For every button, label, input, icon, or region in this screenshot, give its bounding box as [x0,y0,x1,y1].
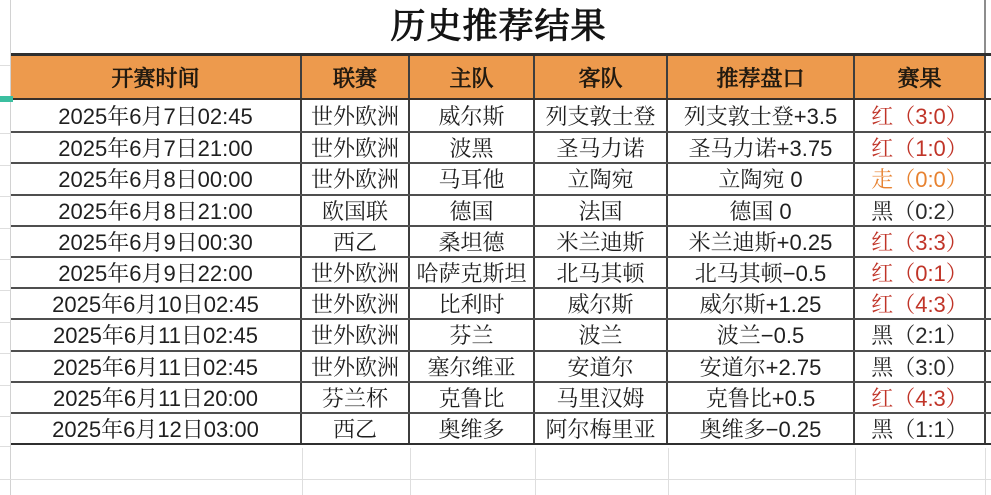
cell-match-time: 2025年6月8日21:00 [11,196,302,225]
bottom-gridline [668,448,669,495]
cell-league: 西乙 [302,227,410,256]
table-row [11,225,991,256]
cell-stub [986,289,991,318]
cell-away-team: 阿尔梅里亚 [535,414,668,443]
cell-home-team: 桑坦德 [410,227,535,256]
cell-away-team: 圣马力诺 [535,133,668,162]
cell-league: 世外欧洲 [302,352,410,381]
table-row [11,162,991,193]
cell-result: 红（4:3） [855,289,986,318]
cell-handicap: 安道尔+2.75 [668,352,855,381]
cell-home-team: 奥维多 [410,414,535,443]
cell-handicap: 德国 0 [668,196,855,225]
cell-home-team: 塞尔维亚 [410,352,535,381]
sheet-gridline-right-top [984,0,986,53]
margin-gridline [0,446,10,447]
margin-gridline [0,259,10,260]
bottom-gridline [302,448,303,495]
header-cell-handicap: 推荐盘口 [668,56,855,98]
bottom-gridline [535,448,536,495]
cell-stub [986,164,991,193]
table-row [11,100,991,131]
table-row [11,131,991,162]
table-body [11,100,991,443]
cell-home-team: 芬兰 [410,320,535,349]
table-row [11,350,991,381]
cell-league: 世外欧洲 [302,100,410,131]
cell-home-team: 克鲁比 [410,383,535,412]
cell-stub [986,133,991,162]
cell-result: 红（0:1） [855,258,986,287]
cell-home-team: 比利时 [410,289,535,318]
cell-handicap: 米兰迪斯+0.25 [668,227,855,256]
cell-stub [986,100,991,131]
margin-gridline [0,322,10,323]
cell-result: 黑（0:2） [855,196,986,225]
results-table [11,53,991,445]
cell-away-team: 米兰迪斯 [535,227,668,256]
header-cell-league: 联赛 [302,56,410,98]
header-cell-away: 客队 [535,56,668,98]
header-cell-result: 赛果 [855,56,986,98]
margin-gridline [0,353,10,354]
cell-league: 世外欧洲 [302,133,410,162]
table-header-row [11,56,991,100]
margin-gridline [0,65,10,66]
cell-match-time: 2025年6月11日02:45 [11,320,302,349]
cell-match-time: 2025年6月8日00:00 [11,164,302,193]
cell-handicap: 奥维多−0.25 [668,414,855,443]
cell-away-team: 法国 [535,196,668,225]
cell-handicap: 列支敦士登+3.5 [668,100,855,131]
table-row [11,318,991,349]
cell-home-team: 威尔斯 [410,100,535,131]
cell-league: 欧国联 [302,196,410,225]
cell-handicap: 威尔斯+1.25 [668,289,855,318]
cell-away-team: 北马其顿 [535,258,668,287]
cell-match-time: 2025年6月9日22:00 [11,258,302,287]
cell-match-time: 2025年6月7日21:00 [11,133,302,162]
cell-stub [986,227,991,256]
header-cell-time: 开赛时间 [11,56,302,98]
cell-handicap: 波兰−0.5 [668,320,855,349]
margin-gridline [0,290,10,291]
cell-stub [986,352,991,381]
cell-league: 世外欧洲 [302,320,410,349]
margin-gridline [0,165,10,166]
table-row [11,381,991,412]
cell-match-time: 2025年6月7日02:45 [11,100,302,131]
cell-match-time: 2025年6月9日00:30 [11,227,302,256]
margin-gridline [0,416,10,417]
cell-home-team: 哈萨克斯坦 [410,258,535,287]
cell-stub [986,320,991,349]
cell-stub [986,414,991,443]
cell-away-team: 威尔斯 [535,289,668,318]
cell-match-time: 2025年6月11日02:45 [11,352,302,381]
cell-match-time: 2025年6月11日20:00 [11,383,302,412]
cell-handicap: 克鲁比+0.5 [668,383,855,412]
cell-home-team: 德国 [410,196,535,225]
cell-match-time: 2025年6月10日02:45 [11,289,302,318]
cell-result: 红（4:3） [855,383,986,412]
freeze-pane-marker [0,96,13,102]
cell-stub [986,258,991,287]
cell-handicap: 立陶宛 0 [668,164,855,193]
cell-away-team: 立陶宛 [535,164,668,193]
cell-result: 黑（3:0） [855,352,986,381]
margin-gridline [0,385,10,386]
bottom-gridline [855,448,856,495]
table-row [11,412,991,443]
table-row [11,256,991,287]
margin-gridline [0,133,10,134]
cell-league: 西乙 [302,414,410,443]
cell-result: 走（0:0） [855,164,986,193]
margin-gridline [0,196,10,197]
cell-league: 世外欧洲 [302,258,410,287]
cell-stub [986,383,991,412]
cell-match-time: 2025年6月12日03:00 [11,414,302,443]
cell-away-team: 马里汉姆 [535,383,668,412]
cell-away-team: 安道尔 [535,352,668,381]
header-cell-home: 主队 [410,56,535,98]
cell-result: 黑（1:1） [855,414,986,443]
cell-league: 世外欧洲 [302,289,410,318]
cell-away-team: 波兰 [535,320,668,349]
cell-result: 红（3:0） [855,100,986,131]
cell-league: 世外欧洲 [302,164,410,193]
table-row [11,194,991,225]
header-cell-stub [986,56,991,98]
cell-stub [986,196,991,225]
cell-league: 芬兰杯 [302,383,410,412]
cell-home-team: 波黑 [410,133,535,162]
margin-gridline [0,228,10,229]
bottom-gridline [410,448,411,495]
bottom-gridline [985,448,986,495]
cell-handicap: 圣马力诺+3.75 [668,133,855,162]
table-row [11,287,991,318]
cell-result: 红（3:3） [855,227,986,256]
cell-result: 红（1:0） [855,133,986,162]
page-title: 历史推荐结果 [390,7,607,46]
bottom-gridline-horizontal [0,479,991,480]
cell-result: 黑（2:1） [855,320,986,349]
cell-handicap: 北马其顿−0.5 [668,258,855,287]
cell-home-team: 马耳他 [410,164,535,193]
cell-away-team: 列支敦士登 [535,100,668,131]
